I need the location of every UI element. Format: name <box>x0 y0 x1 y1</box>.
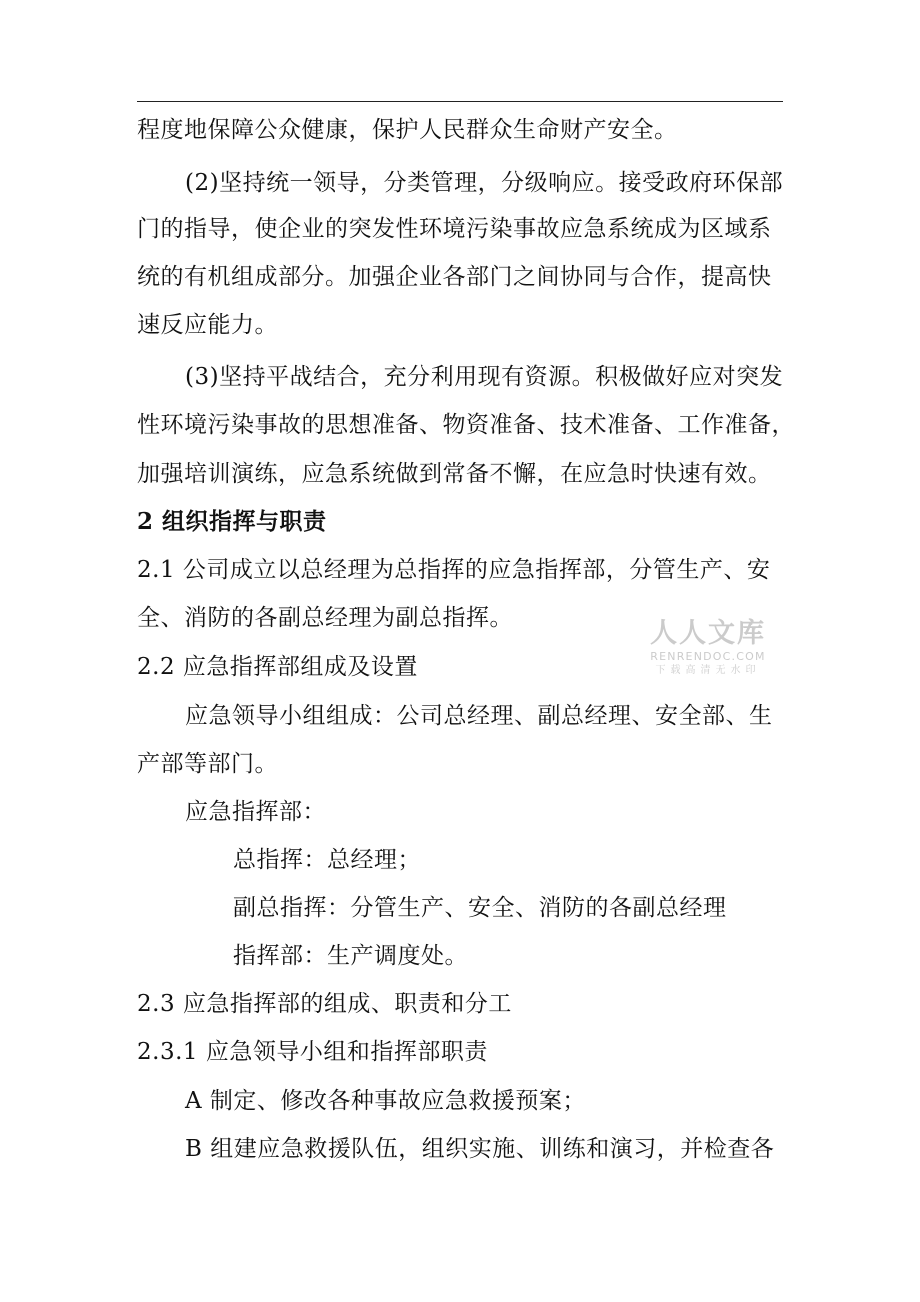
text-line: 指挥部：生产调度处。 <box>233 943 468 969</box>
text-line: 全、消防的各副总经理为副总指挥。 <box>137 605 513 631</box>
watermark-title: 人人文库 <box>650 618 766 649</box>
watermark-domain: RENRENDOC.COM <box>650 650 766 663</box>
text-line: (3)坚持平战结合，充分利用现有资源。积极做好应对突发 <box>185 364 784 390</box>
text-line: 总指挥：总经理； <box>233 847 421 873</box>
text-line: (2)坚持统一领导，分类管理，分级响应。接受政府环保部 <box>185 170 784 196</box>
subsection-heading: 2.2 应急指挥部组成及设置 <box>137 654 418 680</box>
subsection-heading: 2.3 应急指挥部的组成、职责和分工 <box>137 991 512 1017</box>
text-line: 应急指挥部： <box>185 799 326 825</box>
text-line: 副总指挥：分管生产、安全、消防的各副总经理 <box>233 895 727 921</box>
section-heading: 2 组织指挥与职责 <box>137 508 327 535</box>
text-line: 产部等部门。 <box>137 751 278 777</box>
text-line: 性环境污染事故的思想准备、物资准备、技术准备、工作准备， <box>137 412 795 438</box>
text-line: 统的有机组成部分。加强企业各部门之间协同与合作，提高快 <box>137 264 772 290</box>
text-line: 程度地保障公众健康，保护人民群众生命财产安全。 <box>137 117 678 143</box>
text-line: 2.1 公司成立以总经理为总指挥的应急指挥部，分管生产、安 <box>137 557 771 583</box>
text-line: 应急领导小组组成：公司总经理、副总经理、安全部、生 <box>185 703 773 729</box>
subsection-heading: 2.3.1 应急领导小组和指挥部职责 <box>137 1039 488 1065</box>
text-line: A 制定、修改各种事故应急救援预案； <box>185 1088 586 1114</box>
text-line: 门的指导，使企业的突发性环境污染事故应急系统成为区域系 <box>137 216 772 242</box>
text-line: 速反应能力。 <box>137 312 278 338</box>
header-rule <box>137 101 783 102</box>
text-line: 加强培训演练，应急系统做到常备不懈，在应急时快速有效。 <box>137 461 772 487</box>
watermark <box>642 618 774 678</box>
watermark-subtitle: 下载高清无水印 <box>655 665 761 676</box>
text-line: B 组建应急救援队伍，组织实施、训练和演习，并检查各 <box>185 1136 775 1162</box>
